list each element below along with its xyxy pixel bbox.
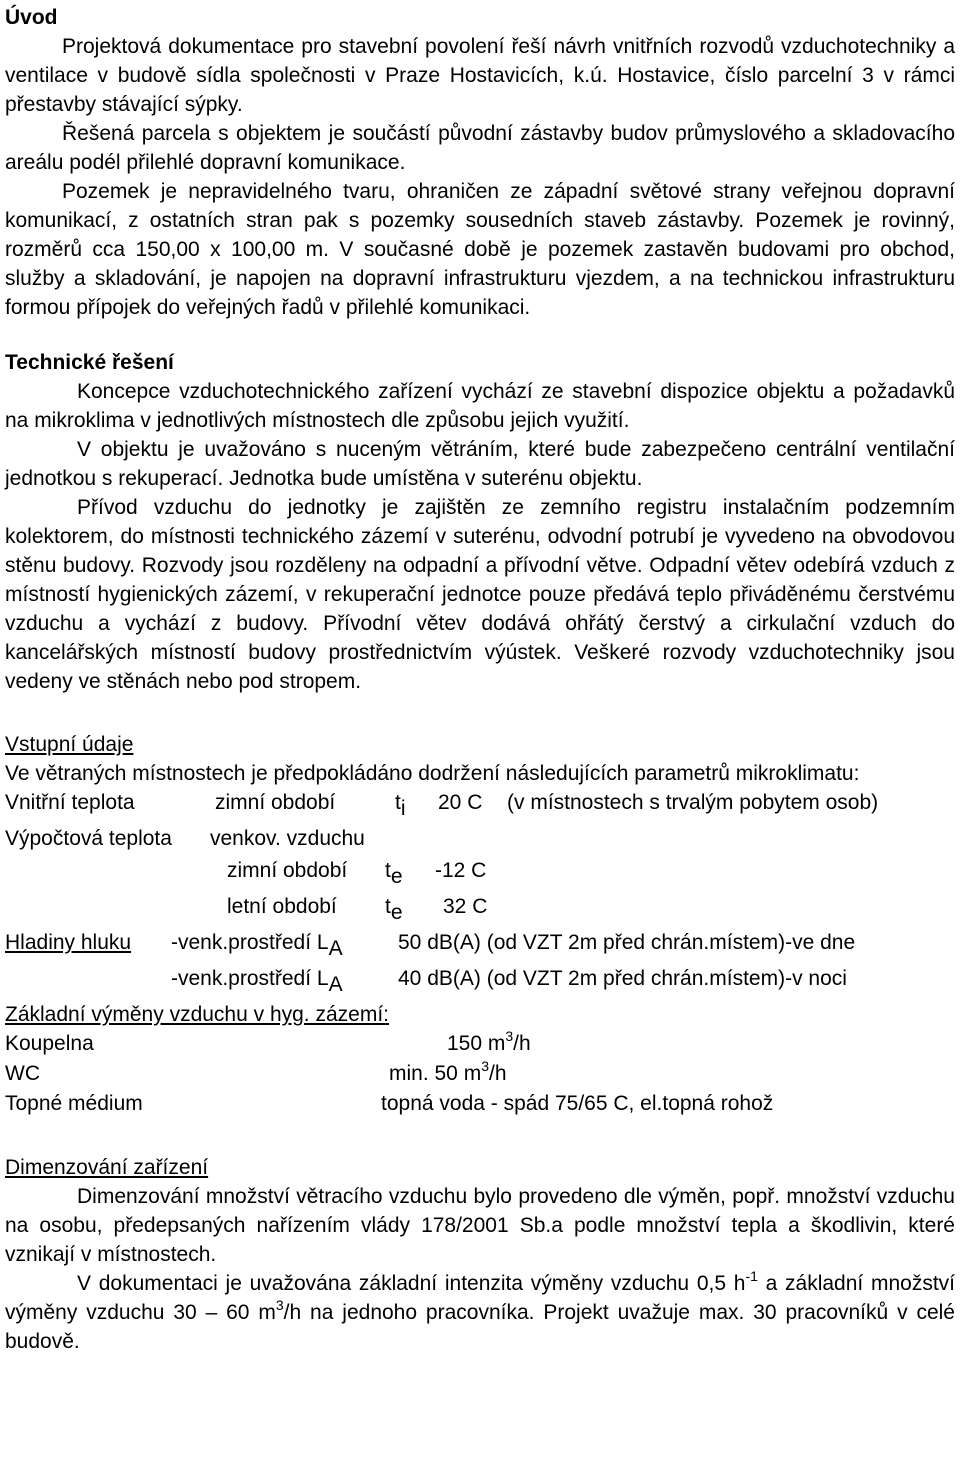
bathroom-label: Koupelna: [5, 1032, 94, 1055]
noise-night-row: [5, 964, 955, 1000]
noise-day-value: 50 dB(A) (od VZT 2m před chrán.místem)-ve dne: [398, 931, 856, 954]
inner-temp-season: zimní období: [215, 791, 336, 814]
sizing-p2-sup-2: 3: [275, 1297, 284, 1313]
calc-temp-label-2: venkov. vzduchu: [210, 827, 365, 850]
calc-temp-winter-symbol: [385, 856, 403, 888]
noise-day-sub: A: [328, 937, 343, 960]
exchange-heading: Základní výměny vzduchu v hyg. zázemí:: [5, 1003, 389, 1026]
document-page: [5, 0, 955, 1356]
wc-label: WC: [5, 1062, 40, 1085]
sizing-p2-c: /h na jednoho pracovníka. Projekt uvažuje max. 30 pracovníků v celé budově.: [5, 1301, 955, 1353]
calc-temp-label: Výpočtová teplota: [5, 827, 172, 850]
noise-night-value: 40 dB(A) (od VZT 2m před chrán.místem)-v noci: [398, 967, 847, 990]
calc-temp-winter-symbol-letter: t: [385, 859, 391, 882]
technical-paragraph-3: Přívod vzduchu do jednotky je zajištěn ze zemního registru instalačním podzemním kolektorem, do místnosti technického zázemí v suterénu, odvodní potrubí je vyvedeno na obvodovou stěnu budovy. Rozvody jsou rozděleny na odpadní a přívodní větve. Odpadní větev odebírá vzduch z místností hygienických zázemí, v rekuperační jednotce pouze předává teplo přiváděnému čerstvému vzduchu a vychází z budovy. Přívodní větev dodává ohřátý čerstvý a cirkulační vzduch do kancelářských místností budovy prostřednictvím výústek. Veškeré rozvody vzduchotechniky jsou vedeny ve stěnách nebo pod stropem.: [5, 496, 955, 693]
sizing-paragraph-2: [5, 1269, 955, 1356]
noise-label: Hladiny hluku: [5, 931, 132, 954]
technical-heading: Technické řešení: [5, 351, 174, 374]
calc-temp-winter-value: -12 C: [435, 859, 487, 882]
calc-temp-row: [5, 824, 955, 856]
heating-row: [5, 1089, 955, 1119]
wc-sup: 3: [481, 1058, 489, 1074]
calc-temp-summer-sub: e: [390, 901, 403, 924]
intro-paragraph-3: Pozemek je nepravidelného tvaru, ohraničen ze západní světové strany veřejnou dopravní komunikací, z ostatních stran pak s pozemky sousedních staveb zástavby. Pozemek je rovinný, rozměrů cca 150,00 x 100,00 m. V současné době je pozemek zastavěn budovami pro obchod, služby a skladování, je napojen na dopravní infrastrukturu vjezdem, a na technickou infrastrukturu formou přípojek do veřejných řadů v přilehlé komunikaci.: [5, 180, 955, 319]
intro-paragraph-1: Projektová dokumentace pro stavební povolení řeší návrh vnitřních rozvodů vzduchotechniky a ventilace v budově sídla společnosti v Praze Hostavicích, k.ú. Hostavice, číslo parcelní 3 v rámci přestavby stávající sýpky.: [5, 35, 955, 116]
calc-temp-summer-symbol-letter: t: [385, 895, 391, 918]
wc-value: [389, 1059, 507, 1088]
calc-temp-winter-row: [5, 856, 955, 892]
calc-temp-summer-row: [5, 892, 955, 928]
sizing-heading: Dimenzování zařízení: [5, 1156, 209, 1179]
inner-temp-symbol-sub: i: [400, 797, 406, 820]
sizing-paragraph-1: Dimenzování množství větracího vzduchu bylo provedeno dle výměn, popř. množství vzduchu na osobu, předepsaných nařízením vlády 178/2001 Sb.a podle množství tepla a škodlivin, které vznikají v místnostech.: [5, 1185, 955, 1266]
technical-paragraph-1: Koncepce vzduchotechnického zařízení vychází ze stavební dispozice objektu a požadavků na mikroklima v jednotlivých místnostech dle způsobu jejich využití.: [5, 380, 955, 432]
sizing-p2-sup-1: -1: [745, 1268, 758, 1284]
intro-paragraph-2: Řešená parcela s objektem je součástí původní zástavby budov průmyslového a skladovacího areálu podél přilehlé dopravní komunikace.: [5, 122, 955, 174]
calc-temp-winter-sub: e: [390, 865, 403, 888]
wc-value-text: min. 50 m: [389, 1062, 482, 1085]
calc-temp-summer-value: 32 C: [443, 895, 488, 918]
wc-row: [5, 1059, 955, 1089]
noise-night-env: [171, 964, 343, 996]
inner-temp-symbol: [395, 788, 406, 820]
heating-label: Topné médium: [5, 1092, 143, 1115]
bathroom-row: [5, 1029, 955, 1059]
noise-night-env-text: -venk.prostředí L: [171, 967, 329, 990]
bathroom-value-text: 150 m: [447, 1032, 506, 1055]
sizing-p2-b: a základní množství výměny vzduchu 30 – 60 m: [5, 1272, 955, 1324]
inner-temp-label: Vnitřní teplota: [5, 791, 135, 814]
technical-paragraph-2: V objektu je uvažováno s nuceným větráním, které bude zabezpečeno centrální ventilační jednotkou s rekuperací. Jednotka bude umístěna v suterénu objektu.: [5, 438, 955, 490]
bathroom-sup: 3: [505, 1028, 514, 1044]
noise-night-sub: A: [328, 973, 343, 996]
bathroom-unit: /h: [513, 1032, 531, 1055]
noise-day-env-text: -venk.prostředí L: [171, 931, 329, 954]
noise-day-row: [5, 928, 955, 964]
calc-temp-winter-season: zimní období: [227, 859, 348, 882]
wc-unit: /h: [489, 1062, 507, 1085]
noise-day-env: [171, 928, 343, 960]
inner-temp-value: 20 C: [438, 791, 483, 814]
calc-temp-summer-season: letní období: [227, 895, 337, 918]
bathroom-value: [447, 1029, 531, 1058]
inputs-heading: Vstupní údaje: [5, 733, 134, 756]
inner-temp-note: (v místnostech s trvalým pobytem osob): [507, 791, 879, 814]
inner-temp-row: [5, 788, 955, 824]
inputs-intro: Ve větraných místnostech je předpokládáno dodržení následujících parametrů mikroklimatu:: [5, 762, 860, 785]
inner-temp-symbol-letter: t: [395, 791, 401, 814]
intro-heading: Úvod: [5, 6, 58, 29]
calc-temp-summer-symbol: [385, 892, 403, 924]
heating-value: topná voda - spád 75/65 C, el.topná rohož: [381, 1092, 774, 1115]
sizing-p2-a: V dokumentaci je uvažována základní intenzita výměny vzduchu 0,5 h: [77, 1272, 746, 1295]
